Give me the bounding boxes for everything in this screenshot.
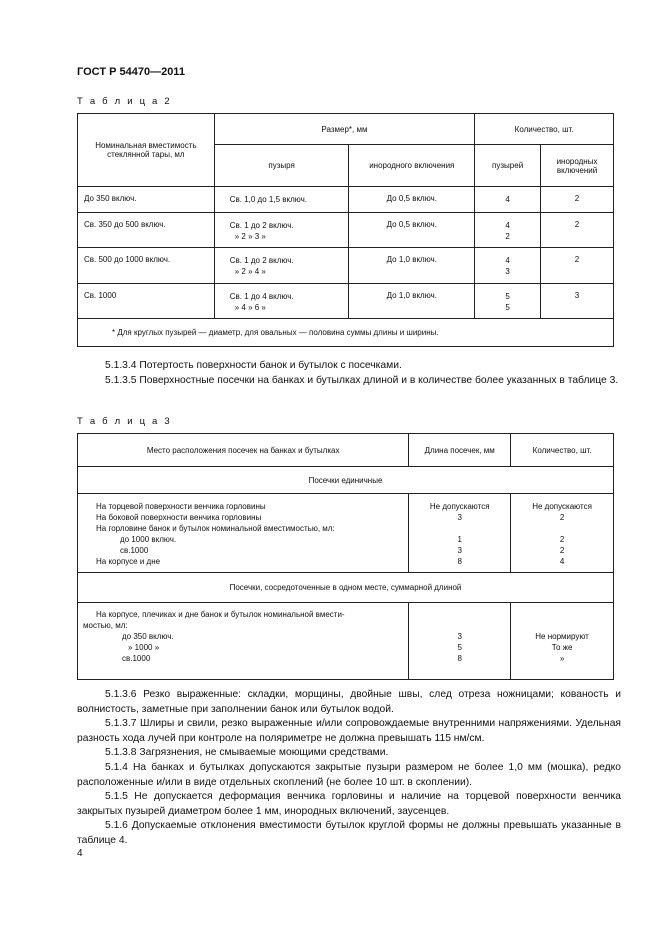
t2-head-capacity: Номинальная вместимость стеклянной тары, мл: [78, 114, 215, 187]
t2-footnote: * Для круглых пузырей — диаметр, для овальных — половина суммы длины и ширины.: [78, 319, 614, 347]
t2-head-size: Размер*, мм: [214, 114, 474, 145]
t2-head-q-inclusions: инородных включений: [541, 145, 614, 187]
para-5-1-3-5: 5.1.3.5 Поверхностные посечки на банках и бутылках длиной и в количестве более указанных в таблице 3.: [105, 374, 619, 386]
para-5-1-5: 5.1.5 Не допускается деформация венчика горловины и наличие на торцевой поверхности венчика закрытых пузырей диаметром более 1 мм, инородных включений, заусенцев.: [77, 791, 621, 817]
t2-row-3: Св. 500 до 1000 включ. Св. 1 до 2 включ. » 2 » 4 » До 1,0 включ. 4 3 2: [78, 248, 614, 284]
t2-head-q-bubbles: пузырей: [475, 145, 541, 187]
t3-section1-body: На торцевой поверхности венчика горловины На боковой поверхности венчика горловины На горловине банок и бутылок номинальной вместимостью, мл: до 1000 включ. св.1000 На корпусе и дне Не допускаются 3 1 3 8 Не допускаются 2 2 2 4: [78, 494, 614, 573]
t3-head-place: Место расположения посечек на банках и бутылках: [78, 434, 409, 467]
para-5-1-4: 5.1.4 На банках и бутылках допускаются закрытые пузыри размером не более 1,0 мм (мошка), редко расположенные и/или в виде отдельных скоплений (не более 10 шт. в скоплении).: [77, 761, 621, 788]
t2-row-1: До 350 включ. Св. 1,0 до 1,5 включ. До 0,5 включ. 4 2: [78, 187, 614, 213]
paragraphs-after-table3: [77, 688, 621, 849]
para-5-1-3-4: 5.1.3.4 Потертость поверхности банок и бутылок с посечками.: [105, 360, 402, 371]
table3-caption: Т а б л и ц а 3: [77, 416, 172, 427]
para-5-1-3-8: 5.1.3.8 Загрязнения, не смываемые моющими средствами.: [105, 747, 389, 759]
page-number: 4: [77, 848, 83, 859]
para-5-1-3-6: 5.1.3.6 Резко выраженные: складки, морщины, двойные швы, след отреза ножницами; кованость и волнистость, заметные при заполнении банок или бутылок водой.: [77, 689, 621, 715]
t2-head-inclusion: инородного включения: [349, 145, 475, 187]
standard-header: ГОСТ Р 54470—2011: [77, 66, 185, 78]
t3-head-length: Длина посечек, мм: [409, 434, 511, 467]
t3-section-concentrated: Посечки, сосредоточенные в одном месте, суммарной длиной: [78, 573, 614, 603]
paragraphs-before-table3: [77, 359, 621, 388]
t3-section2-body: На корпусе, плечиках и дне банок и бутылок номинальной вмести- мостью, мл: до 350 включ. » 1000 » св.1000 3 5 8 Не нормируют То же »: [78, 603, 614, 680]
table-2: [77, 113, 614, 347]
t3-head-quantity: Количество, шт.: [511, 434, 614, 467]
t3-section-single: Посечки единичные: [78, 467, 614, 494]
para-5-1-6: 5.1.6 Допускаемые отклонения вместимости бутылок круглой формы не должны превышать указанные в таблице 4.: [77, 820, 621, 846]
para-5-1-3-7: 5.1.3.7 Шлиры и свили, резко выраженные и/или сопровождаемые внутренними напряжениями. Удельная разность хода лучей при контроле на поляриметре не должна превышать 115 нм/см.: [77, 718, 621, 744]
table-3: [77, 433, 614, 680]
t2-row-2: Св. 350 до 500 включ. Св. 1 до 2 включ. » 2 » 3 » До 0,5 включ. 4 2 2: [78, 213, 614, 248]
t2-row-4: Св. 1000 Св. 1 до 4 включ. » 4 » 6 » До 1,0 включ. 5 5 3: [78, 284, 614, 319]
table2-caption: Т а б л и ц а 2: [77, 96, 172, 107]
t2-head-bubbles: пузыря: [214, 145, 349, 187]
t2-head-quantity: Количество, шт.: [475, 114, 614, 145]
